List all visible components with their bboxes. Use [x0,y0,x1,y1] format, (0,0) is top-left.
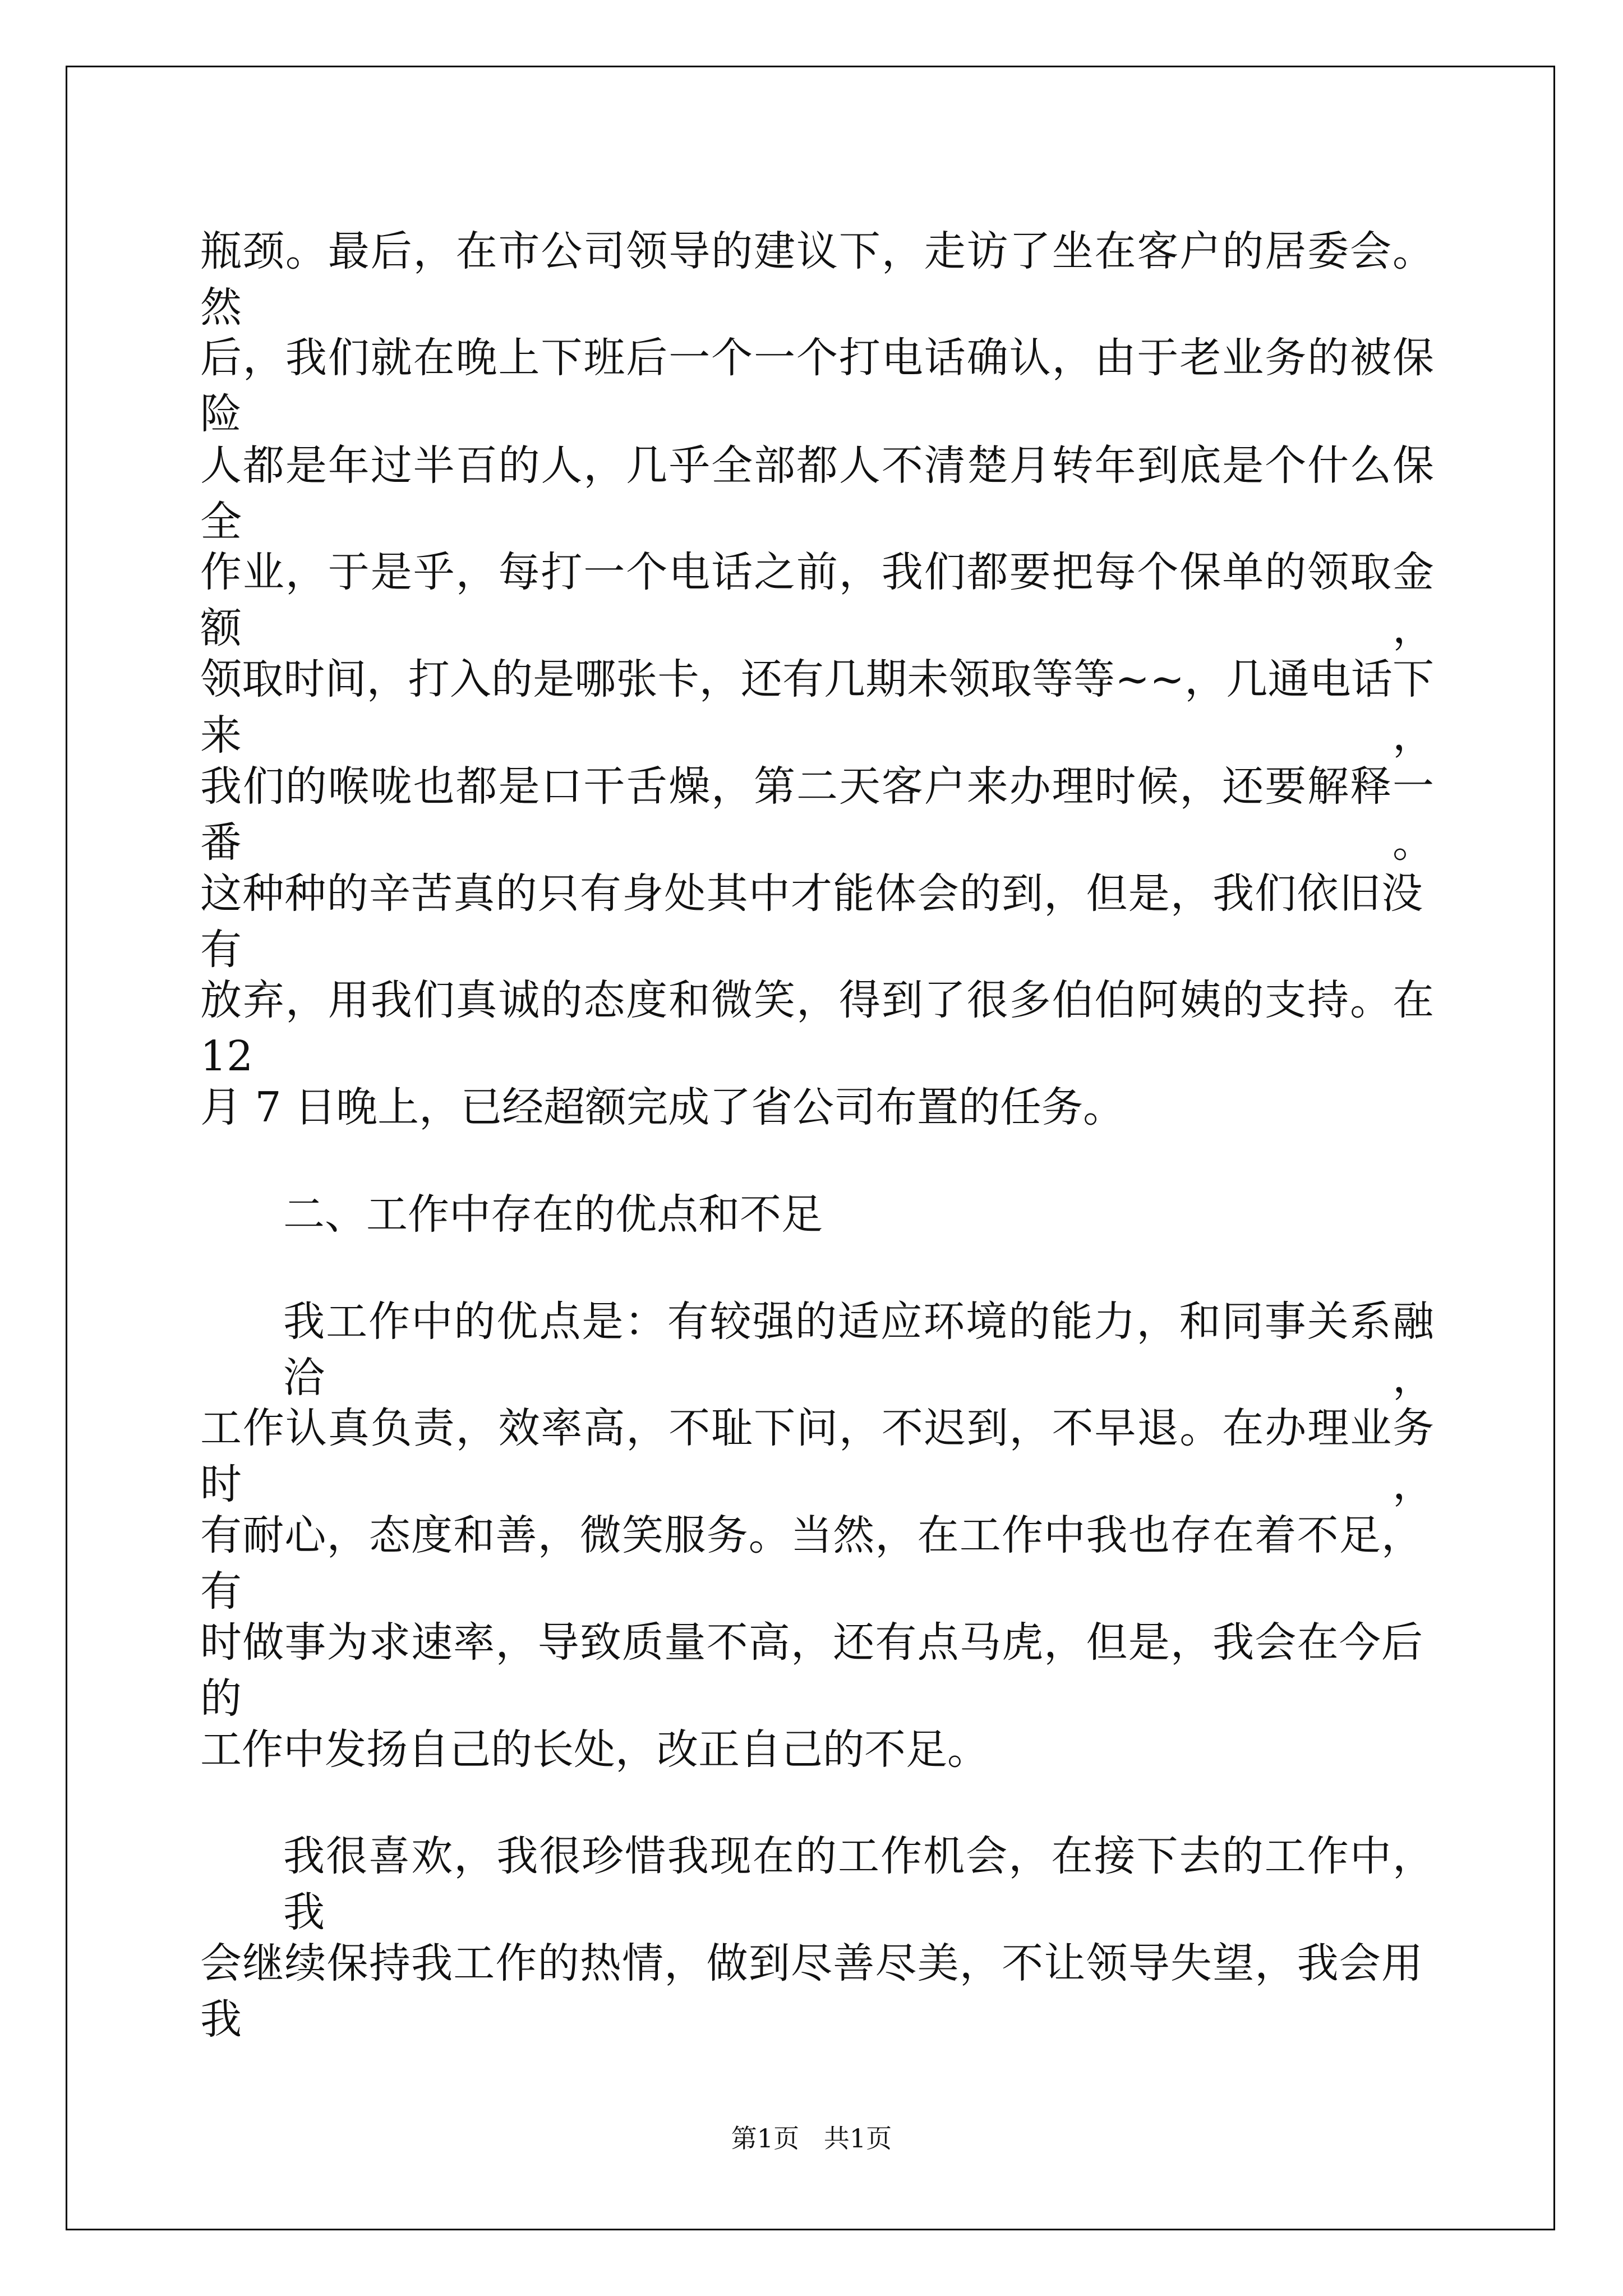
paragraph-two-line-4: 时做事为求速率，导致质量不高，还有点马虎，但是，我会在今后的 [200,1618,1423,1723]
paragraph-two-line-1: 我工作中的优点是：有较强的适应环境的能力，和同事关系融洽， [283,1297,1434,1402]
section-heading: 二、工作中存在的优点和不足 [283,1190,823,1239]
body-line-9: 月 7 日晚上，已经超额完成了省公司布置的任务。 [200,1083,1125,1131]
paragraph-two-line-5: 工作中发扬自己的长处，改正自己的不足。 [200,1726,989,1774]
paragraph-three-line-1: 我很喜欢，我很珍惜我现在的工作机会，在接下去的工作中，我 [283,1832,1434,1936]
body-line-3: 人都是年过半百的人，几乎全部都人不清楚月转年到底是个什么保全 [200,441,1434,546]
body-line-5: 领取时间，打入的是哪张卡，还有几期未领取等等~~，几通电话下来， [200,655,1434,760]
body-line-2: 后，我们就在晚上下班后一个一个打电话确认，由于老业务的被保险 [200,334,1434,438]
body-line-8: 放弃，用我们真诚的态度和微笑，得到了很多伯伯阿姨的支持。在 12 [200,976,1434,1080]
paragraph-three-line-2: 会继续保持我工作的热情，做到尽善尽美，不让领导失望，我会用我 [200,1939,1423,2044]
body-line-6: 我们的喉咙也都是口干舌燥，第二天客户来办理时候，还要解释一番。 [200,762,1434,867]
body-line-4: 作业，于是乎，每打一个电话之前，我们都要把每个保单的领取金额， [200,548,1434,652]
body-line-1: 瓶颈。最后，在市公司领导的建议下，走访了坐在客户的居委会。然 [200,227,1434,332]
paragraph-two-line-2: 工作认真负责，效率高，不耻下问，不迟到，不早退。在办理业务时， [200,1404,1434,1508]
page-footer: 第1页 共1页 [731,2123,892,2154]
paragraph-two-line-3: 有耐心，态度和善，微笑服务。当然，在工作中我也存在着不足，有 [200,1511,1423,1616]
body-line-7: 这种种的辛苦真的只有身处其中才能体会的到，但是，我们依旧没有 [200,869,1423,974]
